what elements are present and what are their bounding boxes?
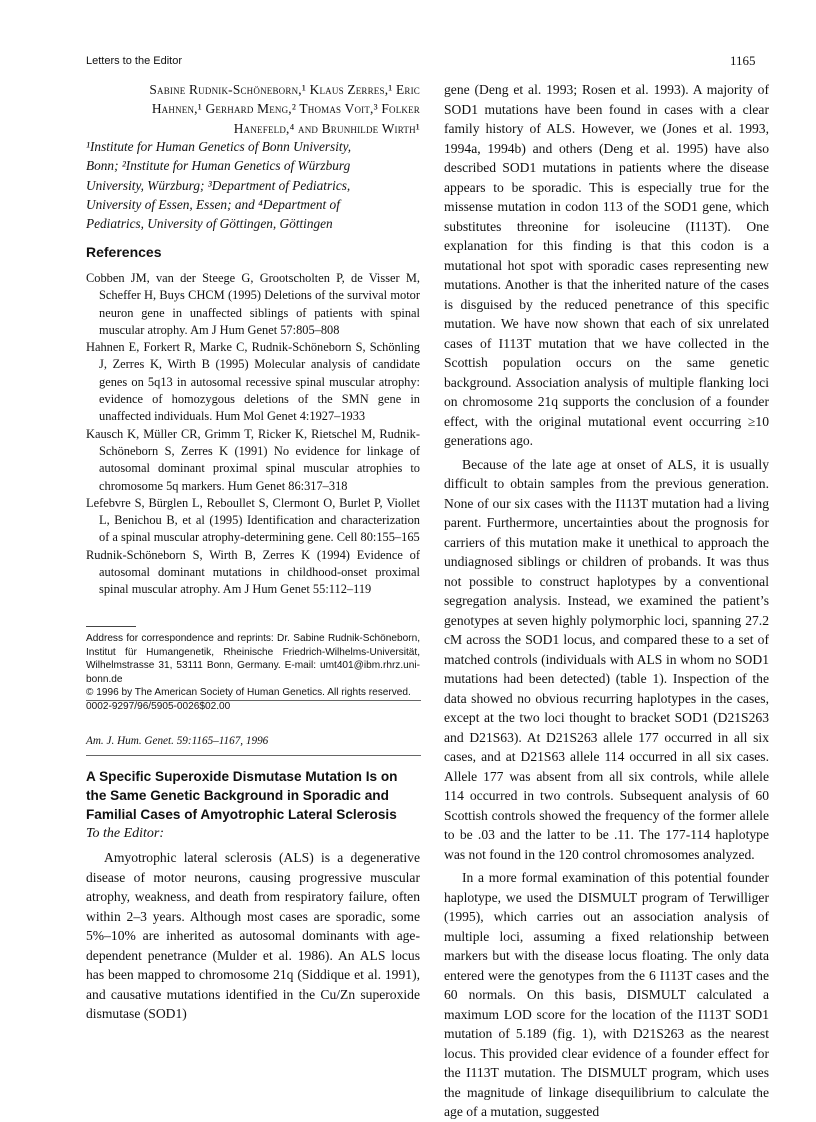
intro-paragraph: Amyotrophic lateral sclerosis (ALS) is a degenerative disease of motor neurons, causing progressive muscular atrophy, weakness, and death from respiratory failure, often within 2–3 years. Although most cases are sporadic, some 5%–10% are inherited as autosomal dominants with age-dependent penetrance (Mulder et al. 1986). An ALS locus has been mapped to chromosome 21q (Siddique et al. 1991), and causative mutations identified in the Cu/Zn superoxide dismutase (SOD1) — [86, 850, 420, 1021]
article-body-right — [444, 80, 769, 1122]
reference-item: Hahnen E, Forkert R, Marke C, Rudnik-Schöneborn S, Schönling J, Zerres K, Wirth B (1995) Molecular analysis of candidate genes on 5q13 in autosomal recessive spinal muscular atrophy: evidence of homozygous deletions of the SMN gene in unaffected individuals. Hum Mol Genet 4:1927–1933 — [86, 340, 420, 424]
issn-text: 0002-9297/96/5905-0026$02.00 — [86, 700, 231, 712]
author-line: Hahnen,¹ Gerhard Meng,² Thomas Voit,³ Folker — [151, 101, 420, 117]
references-heading: References — [86, 244, 162, 260]
correspondence-note — [86, 632, 420, 714]
affiliation-line: University of Essen, Essen; and ⁴Department of — [86, 196, 340, 212]
reference-item: Cobben JM, van der Steege G, Grootscholten P, de Visser M, Scheffer H, Buys CHCM (1995) Deletions of the survival motor neuron gene in unaffected siblings of patients with spinal muscular atrophy. Am J Hum Genet 57:805–808 — [86, 271, 420, 337]
affiliation-line: Pediatrics, University of Göttingen, Göttingen — [86, 216, 333, 232]
journal-citation: Am. J. Hum. Genet. 59:1165–1167, 1996 — [86, 735, 269, 747]
page-number: 1165 — [730, 53, 756, 68]
article-title: A Specific Superoxide Dismutase Mutation Is on the Same Genetic Background in Sporadic and Familial Cases of Amyotrophic Lateral Sclerosis — [86, 769, 398, 823]
reference-item: Rudnik-Schöneborn S, Wirth B, Zerres K (1994) Evidence of autosomal dominant mutations in childhood-onset proximal spinal muscular atrophy. Am J Hum Genet 55:112–119 — [86, 547, 420, 597]
author-list — [86, 80, 420, 138]
reference-item: Lefebvre S, Bürglen L, Reboullet S, Clermont O, Burlet P, Viollet L, Benichou B, et al (1995) Identification and characterization of a spinal muscular atrophy-determining gene. Cell 80:155–165 — [86, 495, 420, 545]
author-line: Sabine Rudnik-Schöneborn,¹ Klaus Zerres,¹ Eric — [149, 82, 420, 97]
body-paragraph: Because of the late age at onset of ALS, it is usually difficult to obtain samples from the previous generation. None of our six cases with the I113T mutation had a living parent. Furthermore, uncertainties about the prognosis for carriers of this mutation make it unethical to approach the undiagnosed siblings or children of probands. It was thus not possible to construct haplotypes by a conventional segregation analysis. Instead, we examined the patient’s genotypes at seven highly polymorphic loci, spanning 27.2 cM across the SOD1 locus, and compared these to a set of matched controls (individuals with ALS in whom no SOD1 mutations had been detected) (table 1). Inspection of the data showed no obvious recurring haplotypes in the cases, except at the two loci thought to bracket SOD1 (D21S263 and D21S63). At D21S263 allele 177 occurred in all six cases, and at D21S63 allele 114 occurred in all six cases. Allele 177 was absent from all six controls, while allele 114 occurred in two controls. Subsequent analysis of 60 Scottish controls showed the frequency of the former allele to be .03 and the latter to be .11. The 177-114 haplotype was not found in the 120 control chromosomes analyzed. — [444, 456, 769, 862]
address-text: Address for correspondence and reprints: Dr. Sabine Rudnik-Schöneborn, Institut für Humangenetik, Rheinische Friedrich-Wilhelms-Universität, Wilhelmstrasse 31, 53111 Bonn, Germany. E-mail: umt401@ibm.rhrz.uni-bonn.de — [86, 633, 420, 685]
citation-top-divider — [86, 700, 421, 701]
copyright-text: © 1996 by The American Society of Human Genetics. All rights reserved. — [86, 687, 411, 699]
reference-item: Kausch K, Müller CR, Grimm T, Ricker K, Rietschel M, Rudnik-Schöneborn S, Zerres K (1991) No evidence for linkage of autosomal dominant proximal spinal muscular atrophies to chromosome 5q markers. Hum Genet 86:317–318 — [86, 426, 420, 493]
affiliation-line: University, Würzburg; ³Department of Pediatrics, — [86, 177, 351, 193]
affiliation-line: Bonn; ²Institute for Human Genetics of Würzburg — [86, 158, 351, 174]
citation-bottom-divider — [86, 755, 421, 756]
salutation: To the Editor: — [86, 826, 165, 841]
body-paragraph: gene (Deng et al. 1993; Rosen et al. 1993). A majority of SOD1 mutations have been found in cases with a clear family history of ALS. However, we (Jones et al. 1993, 1994a, 1994b) and others (Deng et al. 1995) have also described SOD1 mutations in patients where the disease appears to be sporadic. This is especially true for the missense mutation in codon 113 of the SOD1 gene, which substitutes threonine for isoleucine (I113T). One explanation for this finding is that this codon is a mutational hot spot with sporadic cases representing new mutations. Another is that the inherited nature of the cases is disguised by the reduced penetrance of this specific mutation. We have now shown that each of six unrelated cases of I113T mutation that we have collected in the Scottish population occurs on the same genetic background. Association analysis of multiple flanking loci on chromosome 21q supports the conclusion of a founder effect, with the original mutational event occurring ≥10 generations ago. — [444, 82, 769, 448]
references-list — [86, 270, 420, 599]
running-header: Letters to the Editor — [86, 55, 182, 67]
author-line: Hanefeld,⁴ and Brunhilde Wirth¹ — [233, 120, 420, 136]
footnote-divider — [86, 626, 136, 627]
body-paragraph: In a more formal examination of this potential founder haplotype, we used the DISMULT program of Terwilliger (1995), which carries out an association analysis of multiple loci, assuming a fixed relationship between markers but with the disease locus floating. The only data entered were the genotypes from the 6 I113T cases and the 60 normals. On this basis, DISMULT calculated a maximum LOD score for the location of the I113T SOD1 mutation of 5.189 (fig. 1), with D21S263 as the nearest locus. This provided clear evidence of a founder effect for the I113T mutation. The DISMULT program, which uses the magnitude of linkage disequilibrium to calculate the age of a mutation, suggested — [444, 870, 769, 1119]
affiliation-line: ¹Institute for Human Genetics of Bonn University, — [86, 139, 352, 154]
affiliations — [86, 137, 420, 233]
